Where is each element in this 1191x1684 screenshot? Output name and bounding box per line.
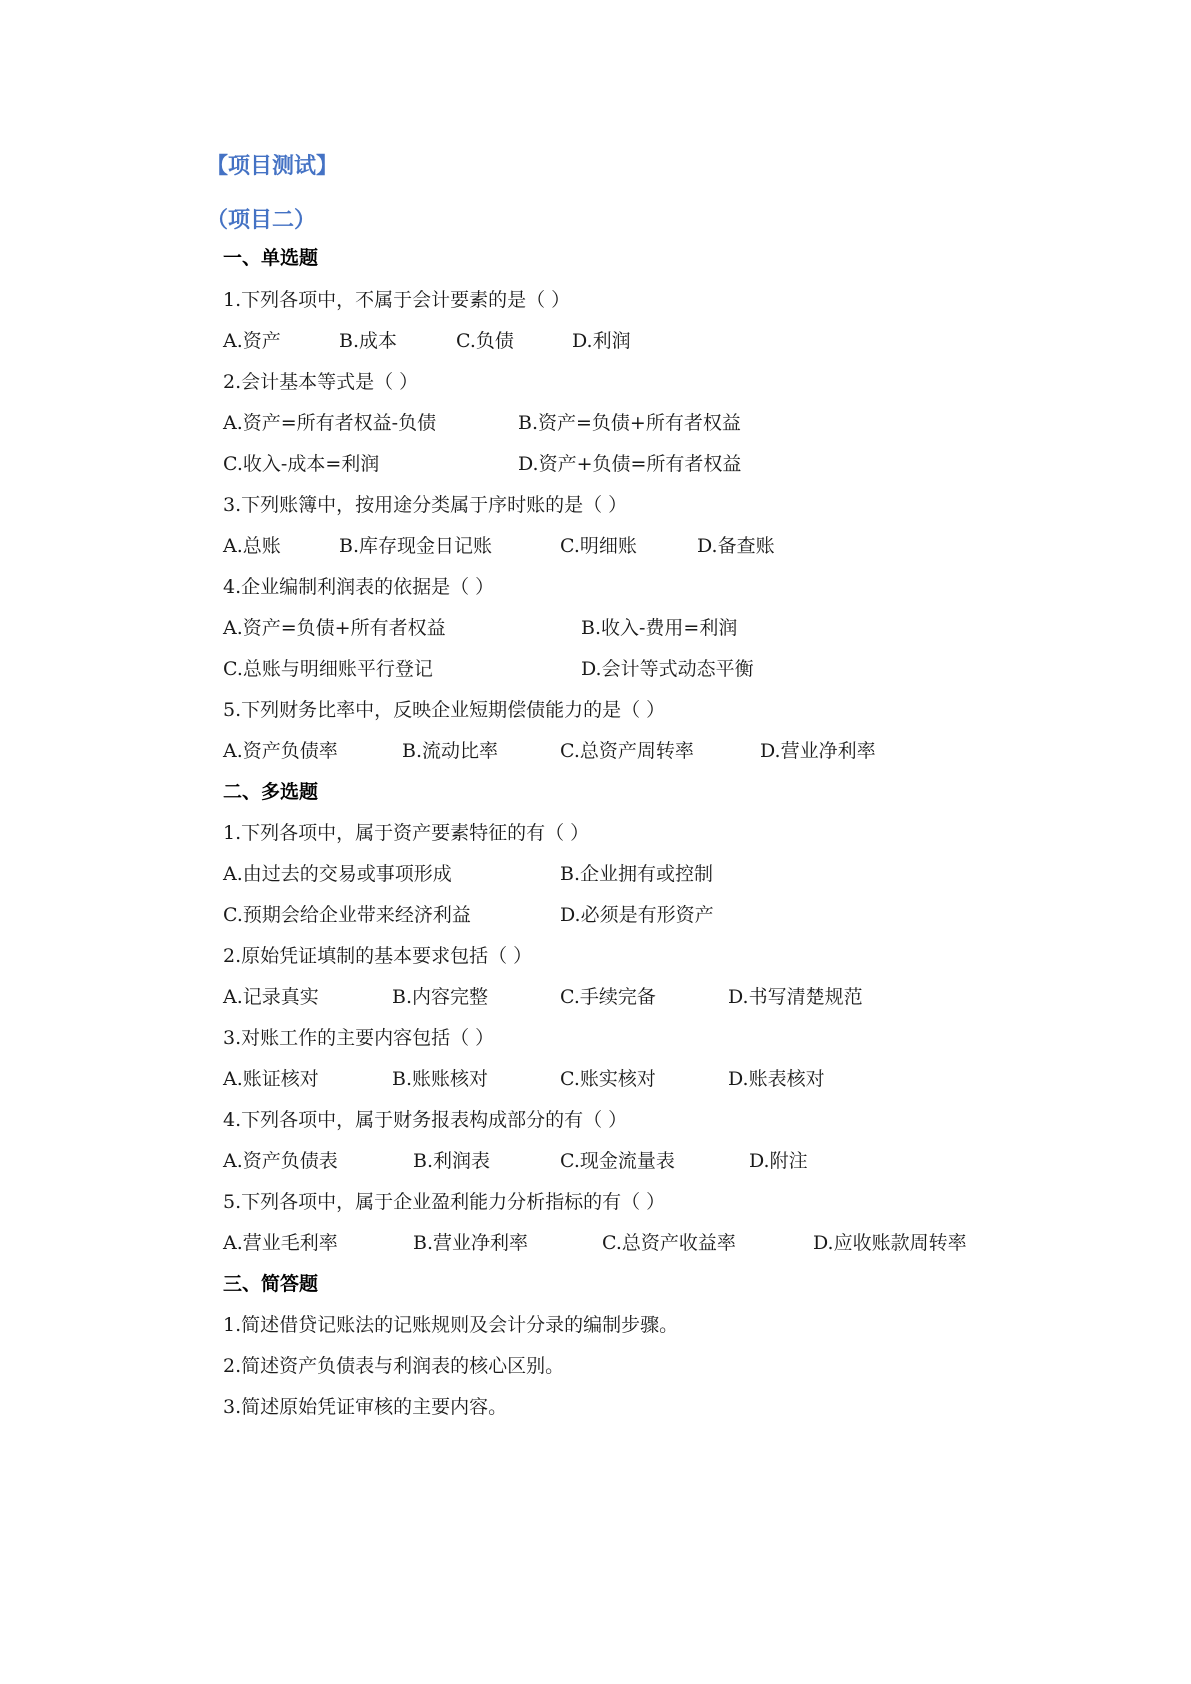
question-stem: 1.下列各项中，不属于会计要素的是（ ） <box>223 289 571 311</box>
option-d: D.资产+负债=所有者权益 <box>518 453 742 475</box>
question-stem: 5.下列财务比率中，反映企业短期偿债能力的是（ ） <box>223 699 666 721</box>
question-stem: 3.下列账簿中，按用途分类属于序时账的是（ ） <box>223 494 628 516</box>
option-c: C.预期会给企业带来经济利益 <box>223 904 471 926</box>
option-a: A.账证核对 <box>223 1068 319 1090</box>
option-d: D.会计等式动态平衡 <box>581 658 754 680</box>
option-d: D.应收账款周转率 <box>813 1232 967 1254</box>
option-a: A.资产=所有者权益-负债 <box>223 412 437 434</box>
section-heading-single-choice: 一、单选题 <box>223 247 319 269</box>
option-b: B.库存现金日记账 <box>339 535 493 557</box>
section-heading-multiple-choice: 二、多选题 <box>223 781 319 803</box>
option-d: D.书写清楚规范 <box>728 986 863 1008</box>
question-stem: 3.对账工作的主要内容包括（ ） <box>223 1027 495 1049</box>
section-heading-short-answer: 三、简答题 <box>223 1273 319 1295</box>
option-b: B.营业净利率 <box>413 1232 529 1254</box>
option-b: B.企业拥有或控制 <box>560 863 714 885</box>
option-c: C.明细账 <box>560 535 637 557</box>
question-stem: 2.简述资产负债表与利润表的核心区别。 <box>223 1355 565 1377</box>
option-a: A.资产负债表 <box>223 1150 338 1172</box>
option-b: B.账账核对 <box>392 1068 489 1090</box>
option-c: C.总资产周转率 <box>560 740 694 762</box>
option-d: D.账表核对 <box>728 1068 825 1090</box>
option-b: B.资产=负债+所有者权益 <box>518 412 741 434</box>
question-stem: 2.会计基本等式是（ ） <box>223 371 419 393</box>
option-d: D.营业净利率 <box>760 740 876 762</box>
question-stem: 4.下列各项中，属于财务报表构成部分的有（ ） <box>223 1109 628 1131</box>
option-c: C.总账与明细账平行登记 <box>223 658 433 680</box>
option-a: A.资产负债率 <box>223 740 338 762</box>
question-stem: 2.原始凭证填制的基本要求包括（ ） <box>223 945 533 967</box>
option-b: B.利润表 <box>413 1150 491 1172</box>
option-b: B.成本 <box>339 330 398 352</box>
question-stem: 5.下列各项中，属于企业盈利能力分析指标的有（ ） <box>223 1191 666 1213</box>
option-c: C.现金流量表 <box>560 1150 675 1172</box>
option-d: D.必须是有形资产 <box>560 904 714 926</box>
option-a: A.营业毛利率 <box>223 1232 338 1254</box>
option-b: B.流动比率 <box>402 740 499 762</box>
option-a: A.资产=负债+所有者权益 <box>223 617 446 639</box>
option-d: D.利润 <box>572 330 631 352</box>
question-stem: 1.简述借贷记账法的记账规则及会计分录的编制步骤。 <box>223 1314 679 1336</box>
page-subtitle: （项目二） <box>206 208 317 233</box>
option-c: C.收入-成本=利润 <box>223 453 380 475</box>
question-stem: 1.下列各项中，属于资产要素特征的有（ ） <box>223 822 590 844</box>
option-a: A.由过去的交易或事项形成 <box>223 863 452 885</box>
option-c: C.负债 <box>456 330 514 352</box>
question-stem: 3.简述原始凭证审核的主要内容。 <box>223 1396 508 1418</box>
option-a: A.记录真实 <box>223 986 319 1008</box>
option-d: D.附注 <box>749 1150 808 1172</box>
option-c: C.总资产收益率 <box>602 1232 736 1254</box>
option-b: B.内容完整 <box>392 986 489 1008</box>
option-b: B.收入-费用=利润 <box>581 617 738 639</box>
option-a: A.总账 <box>223 535 281 557</box>
option-c: C.手续完备 <box>560 986 656 1008</box>
option-a: A.资产 <box>223 330 281 352</box>
option-d: D.备查账 <box>697 535 775 557</box>
question-stem: 4.企业编制利润表的依据是（ ） <box>223 576 495 598</box>
page-title: 【项目测试】 <box>206 154 339 179</box>
option-c: C.账实核对 <box>560 1068 656 1090</box>
